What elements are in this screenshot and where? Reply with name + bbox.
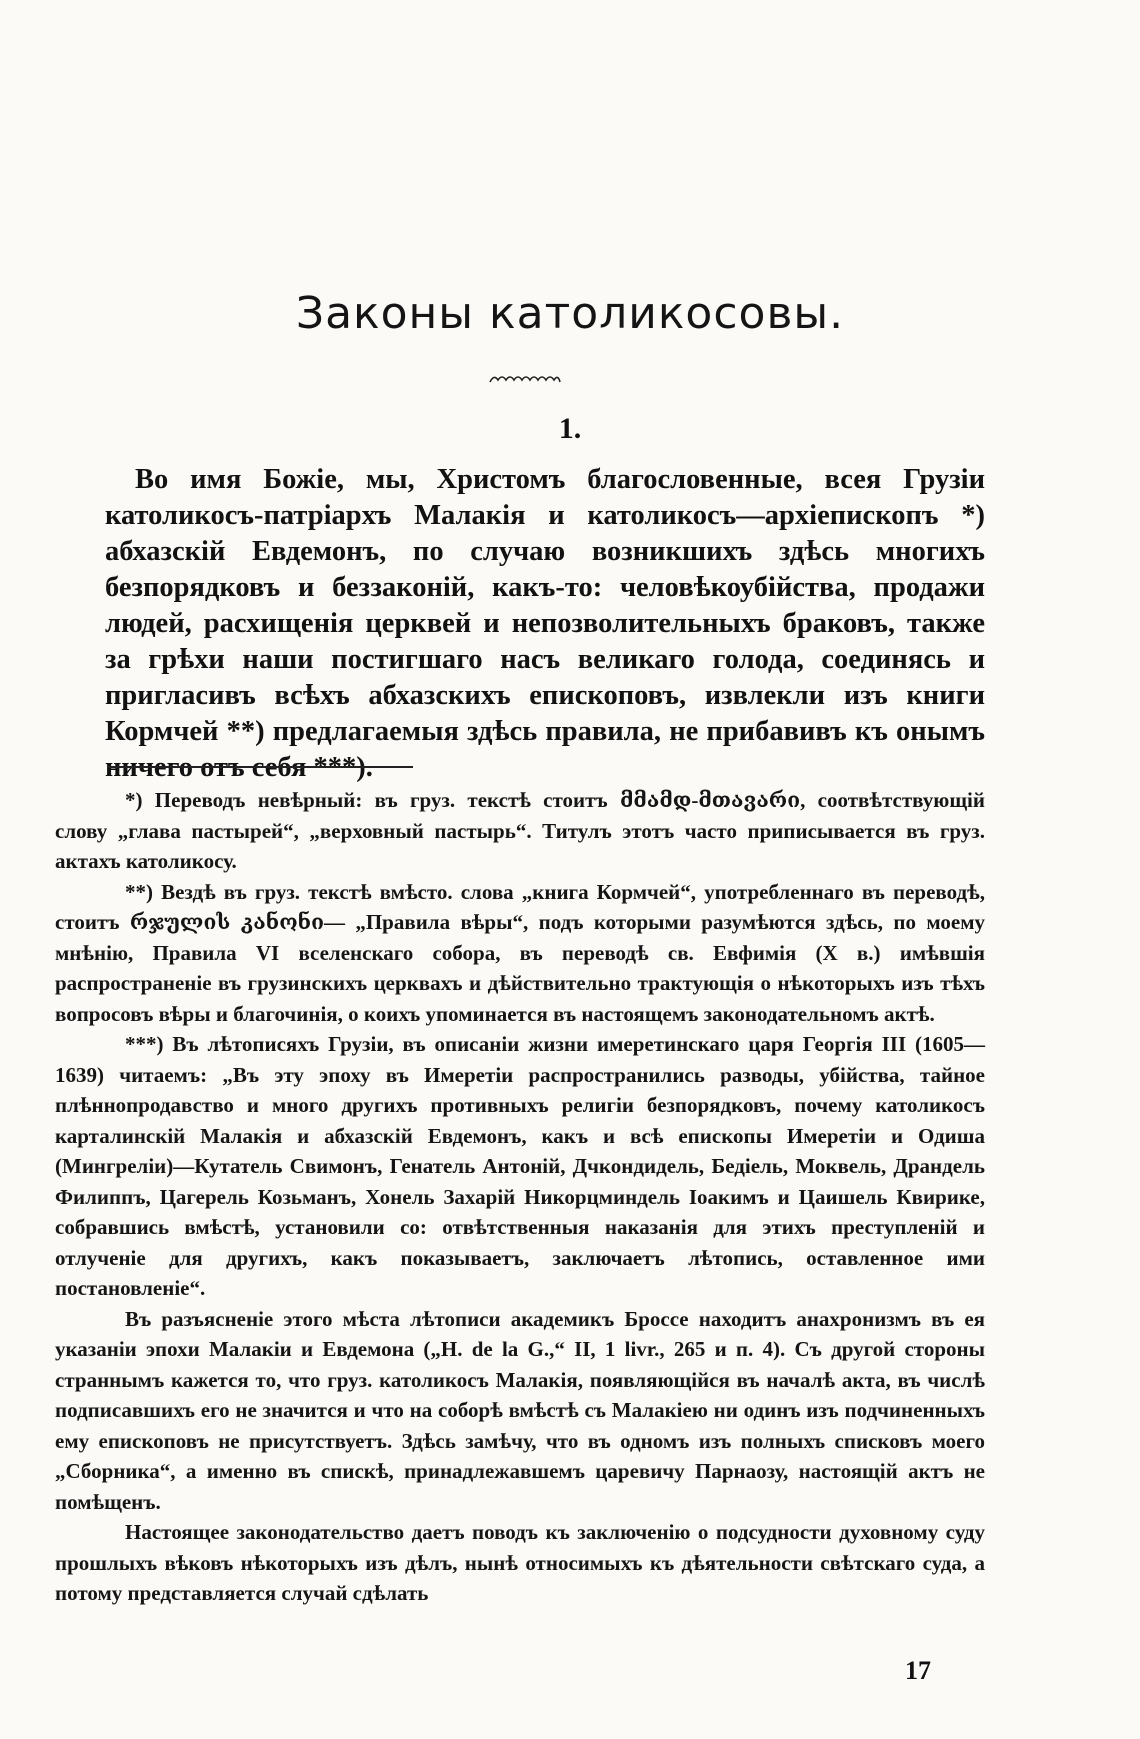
ornament-divider xyxy=(488,372,562,386)
page-number: 17 xyxy=(905,1656,931,1685)
commentary-paragraph-1: Въ разъясненіе этого мѣста лѣтописи академикъ Броссе находитъ анахронизмъ въ ея указаніи эпохи Малакіи и Евдемона („H. de la G.,“ II, 1 livr., 265 и п. 4). Съ другой стороны страннымъ кажется то, что груз. католикосъ Малакія, появляющійся въ началѣ акта, въ числѣ подписавшихъ его не значится и что на соборѣ вмѣстѣ съ Малакіею ни одинъ изъ подчиненныхъ ему епископовъ не присутствуетъ. Здѣсь замѣчу, что въ одномъ изъ полныхъ списковъ моего „Сборника“, а именно въ спискѣ, принадлежавшемъ царевичу Парнаозу, настоящій актъ не помѣщенъ. xyxy=(55,1306,985,1514)
footnote-2: **) Вездѣ въ груз. текстѣ вмѣсто. слова „книга Кормчей“, употребленнаго въ переводѣ, стоитъ რჯულის კანონი— „Правила вѣры“, подъ которыми разумѣются здѣсь, по моему мнѣнію, Правила VI вселенскаго собора, въ переводѣ св. Евфимія (X в.) имѣвшія распространеніе въ грузинскихъ церквахъ и дѣйствительно трактующія о нѣкоторыхъ изъ тѣхъ вопросовъ вѣры и благочинія, о коихъ упоминается въ настоящемъ законодательномъ актѣ. xyxy=(55,879,985,1026)
footnotes xyxy=(55,785,985,1609)
footnote-1: *) Переводъ невѣрный: въ груз. текстѣ стоитъ მმამდ-მთავარი, соотвѣтствующій слову „глава пастырей“, „верховный пастырь“. Титулъ этотъ часто приписывается въ груз. актахъ католикосу. xyxy=(55,788,985,873)
commentary-paragraph-2: Настоящее законодательство даетъ поводъ къ заключенію о подсудности духовному суду прошлыхъ вѣковъ нѣкоторыхъ изъ дѣлъ, нынѣ относимыхъ къ дѣятельности свѣтскаго суда, а потому представляется случай сдѣлать xyxy=(55,1520,985,1605)
page-title: Законы католикосовы. xyxy=(295,288,845,339)
section-number: 1. xyxy=(558,412,582,445)
footnote-3: ***) Въ лѣтописяхъ Грузіи, въ описаніи жизни имеретинскаго царя Георгія III (1605—1639) читаемъ: „Въ эту эпоху въ Имеретіи распространились разводы, убійства, тайное плѣннопродавство и много другихъ противныхъ религіи безпорядковъ, почему католикосъ карталинскій Малакія и абхазскій Евдемонъ, какъ и всѣ епископы Имеретіи и Одиша (Мингреліи)—Кутатель Свимонъ, Генатель Антоній, Дчкондидель, Бедіель, Моквель, Драндель Филиппъ, Цагерель Козьманъ, Хонель Захарій Никорцминдель Іоакимъ и Цаишель Квирике, собравшись вмѣстѣ, установили со: отвѣтственныя наказанія для этихъ преступленій и отлученіе для другихъ, какъ показываетъ, заключаетъ лѣтопись, оставленное ими постановленіе“. xyxy=(55,1032,985,1300)
footnote-rule xyxy=(108,766,413,768)
main-paragraph: Во имя Божіе, мы, Христомъ благословенные, всея Грузіи католикосъ-патріархъ Малакія и католикосъ—архіепископъ *) абхазскій Евдемонъ, по случаю возникшихъ здѣсь многихъ безпорядковъ и беззаконій, какъ-то: человѣкоубійства, продажи людей, расхищенія церквей и непозволительныхъ браковъ, также за грѣхи наши постигшаго насъ великаго голода, соединясь и пригласивъ всѣхъ абхазскихъ епископовъ, извлекли изъ книги Кормчей **) предлагаемыя здѣсь правила, не прибавивъ къ онымъ ничего отъ себя ***). xyxy=(105,464,985,783)
